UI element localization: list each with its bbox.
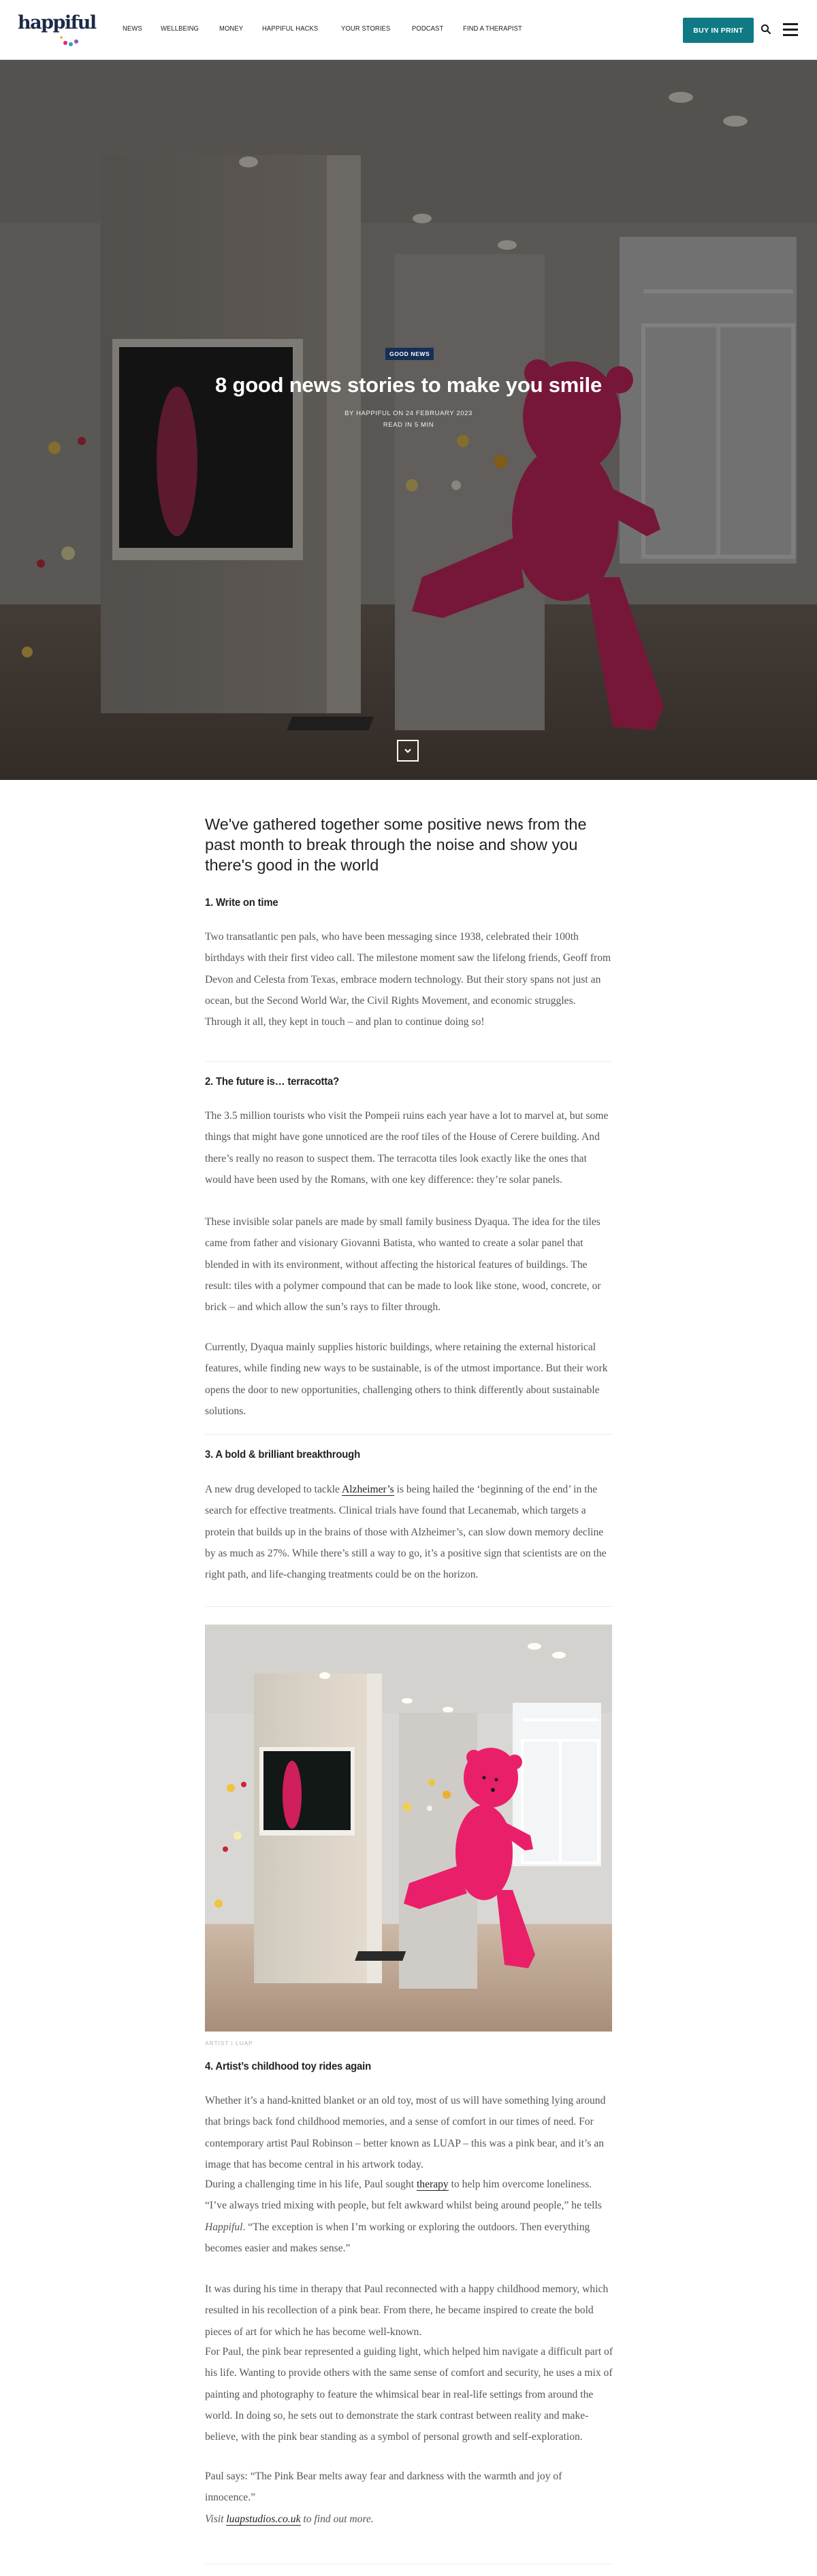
- section-4-paragraph-5: Paul says: “The Pink Bear melts away fear and darkness with the warmth and joy of innocence.”: [205, 2471, 562, 2504]
- text: to help him overcome loneliness. “I’ve always tried mixing with people, but felt awkward whilst being around people,” he tells: [205, 2179, 602, 2212]
- logo-dot-pink: [63, 41, 67, 45]
- site-header: [0, 0, 817, 60]
- logo-wordmark: happiful: [18, 12, 96, 33]
- article-intro: We've gathered together some positive news from the past month to break through the noise and show you there's good in the world: [205, 815, 587, 874]
- hero-banner: [0, 60, 817, 780]
- publication-name: Happiful: [205, 2221, 243, 2233]
- image-painting: [263, 1751, 351, 1830]
- nav-item-your-stories[interactable]: YOUR STORIES: [340, 25, 390, 33]
- nav-item-podcast[interactable]: PODCAST: [411, 25, 444, 33]
- scroll-down-button[interactable]: [397, 740, 419, 762]
- text: During a challenging time in his life, Paul sought: [205, 2179, 417, 2190]
- hero-content: [0, 60, 817, 780]
- logo-dot-purple: [74, 39, 78, 44]
- section-4-paragraph-6: [205, 2509, 613, 2530]
- main-nav: [123, 25, 545, 33]
- nav-item-news[interactable]: NEWS: [123, 25, 142, 33]
- section-divider: [205, 1061, 612, 1062]
- hamburger-menu-icon[interactable]: [783, 22, 798, 36]
- image-painting-figure: [283, 1761, 302, 1829]
- section-2-paragraph-2: These invisible solar panels are made by small family business Dyaqua. The idea for the tiles came from father and visionary Giovanni Batista, who wanted to create a solar panel that blended in with its environment, without affecting the historical features of buildings. The result: tiles with a polymer compound that can be made to look like stone, wood, concrete, or brick – and which allow the sun’s rays to filter through.: [205, 1216, 601, 1314]
- image-pillar-side: [367, 1674, 382, 1983]
- alzheimers-link[interactable]: Alzheimer’s: [341, 1484, 394, 1495]
- section-divider: [205, 1434, 612, 1435]
- chevron-down-icon: [404, 748, 412, 753]
- section-3-paragraph-1: [205, 1479, 613, 1585]
- section-4-paragraph-2: [205, 2174, 613, 2259]
- section-1-paragraph-1: Two transatlantic pen pals, who have been messaging since 1938, celebrated their 100th birthdays with their first video call. The milestone moment saw the lifelong friends, Geoff from Devon and Celesta from Texas, embrace modern technology. But their story spans not just an ocean, but the Second World War, the Civil Rights Movement, and economic struggles. Through it all, they kept in touch – and plan to continue doing so!: [205, 931, 611, 1028]
- nav-item-find-a-therapist[interactable]: FIND A THERAPIST: [463, 25, 523, 33]
- happiful-logo[interactable]: [18, 11, 101, 49]
- section-heading-4: 4. Artist’s childhood toy rides again: [205, 2061, 371, 2072]
- text: is being hailed the ‘beginning of the end’ in the search for effective treatments. Clinical trials have found that Lecanemab, which targets a protein that builds up in the brains of those with Alzheimer’s, can slow down memory decline by as much as 27%. While there’s still a way to go, it’s a positive sign that scientists are on the right path, and life-changing treatments could be on the horizon.: [205, 1484, 607, 1581]
- image-bear-stand: [355, 1951, 406, 1961]
- read-time: READ IN 5 MIN: [383, 421, 434, 429]
- logo-dot-yellow: [60, 36, 63, 39]
- section-2-paragraph-3: Currently, Dyaqua mainly supplies historic buildings, where retaining the external historical features, while finding new ways to be sustainable, is of the utmost importance. But their work opens the door to new opportunities, challenging others to think differently about sustainable solutions.: [205, 1341, 608, 1417]
- search-icon[interactable]: [760, 24, 771, 35]
- section-heading-3: 3. A bold & brilliant breakthrough: [205, 1449, 360, 1461]
- nav-item-happiful-hacks[interactable]: HAPPIFUL HACKS: [262, 25, 319, 33]
- section-4-paragraph-4: For Paul, the pink bear represented a guiding light, which helped him navigate a difficult part of his life. Wanting to provide others with the same sense of comfort and security, he uses a mix of painting and photography to feature the whimsical bear in real-life settings from around the world. In doing so, he sets out to demonstrate the stark contrast between reality and make-believe, with the pink bear standing as a symbol of personal growth and self-exploration.: [205, 2346, 613, 2443]
- section-heading-2: 2. The future is… terracotta?: [205, 1076, 340, 1088]
- text: A new drug developed to tackle: [205, 1484, 342, 1495]
- section-4-paragraph-1: Whether it’s a hand-knitted blanket or an old toy, most of us will have something lying around that brings back fond childhood memories, and a sense of comfort in our times of need. For contemporary artist Paul Robinson – better known as LUAP – this was a pink bear, and it’s an image that has become central in his artwork today.: [205, 2095, 606, 2170]
- image-caption: ARTIST | LUAP: [205, 2040, 253, 2047]
- section-heading-1: 1. Write on time: [205, 897, 278, 909]
- nav-item-wellbeing[interactable]: WELLBEING: [160, 25, 199, 33]
- logo-dot-teal: [69, 42, 73, 46]
- article-image-pink-bear: [205, 1625, 612, 2032]
- section-divider: [205, 1606, 612, 1607]
- luapstudios-link[interactable]: luapstudios.co.uk: [226, 2513, 301, 2525]
- text: Visit: [205, 2513, 227, 2525]
- text: to find out more.: [300, 2513, 374, 2525]
- section-4-paragraph-3: It was during his time in therapy that Paul reconnected with a happy childhood memory, which resulted in his recollection of a pink bear. From there, he became inspired to create the bold pieces of art for which he has become well-known.: [205, 2283, 609, 2338]
- article-byline: BY HAPPIFUL ON 24 FEBRUARY 2023: [345, 410, 472, 417]
- pink-bear-gallery-photo: [205, 1625, 612, 2032]
- article-title: 8 good news stories to make you smile: [215, 373, 602, 397]
- therapy-link[interactable]: therapy: [416, 2179, 449, 2190]
- buy-in-print-button[interactable]: BUY IN PRINT: [683, 18, 754, 43]
- section-2-paragraph-1: The 3.5 million tourists who visit the Pompeii ruins each year have a lot to marvel at, but some things that might have gone unnoticed are the roof tiles of the House of Cerere building. And there’s really no reason to suspect them. The terracotta tiles look exactly like the ones that would have been used by the Romans, with one key difference: they’re solar panels.: [205, 1110, 609, 1186]
- category-badge[interactable]: GOOD NEWS: [385, 348, 434, 360]
- nav-item-money[interactable]: MONEY: [219, 25, 244, 33]
- text: . “The exception is when I’m working or exploring the outdoors. Then everything becomes easier and makes sense.”: [205, 2221, 590, 2254]
